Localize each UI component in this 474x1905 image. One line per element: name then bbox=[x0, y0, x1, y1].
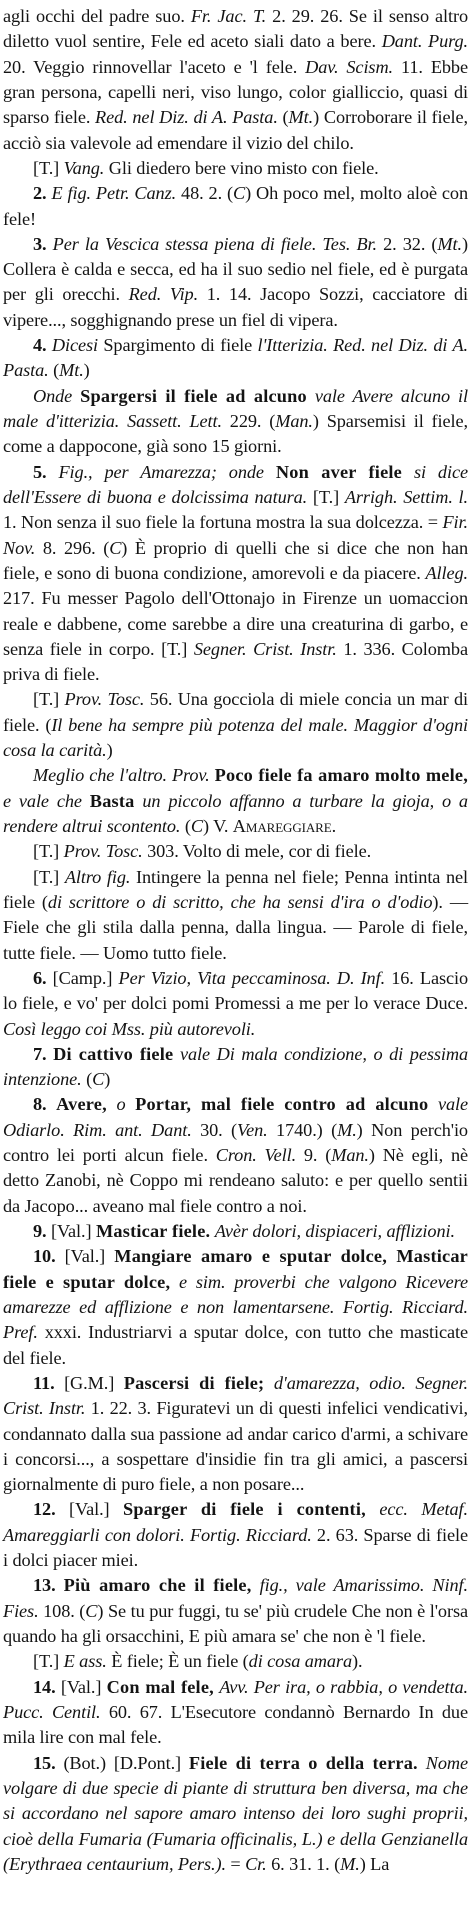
entry-text: (Bot.) [D.Pont.] bbox=[63, 1752, 189, 1773]
entry-text: 229. ( bbox=[221, 411, 276, 431]
citation-or-gloss-text: Ven. bbox=[237, 1119, 268, 1140]
citation-or-gloss-text: Cr. bbox=[245, 1853, 267, 1874]
citation-or-gloss-text: Red. Vip. bbox=[128, 284, 199, 305]
entry-paragraph bbox=[3, 966, 468, 1042]
citation-or-gloss-text: Fir. Nov. bbox=[3, 512, 468, 558]
headword-phrase: Basta bbox=[89, 790, 135, 811]
entry-text: [Camp.] bbox=[52, 967, 119, 988]
entry-text: [Val.] bbox=[69, 1499, 124, 1520]
entry-text: = bbox=[225, 1853, 246, 1874]
headword-phrase: Fiele di terra o della terra. bbox=[188, 1752, 418, 1773]
entry-text bbox=[402, 462, 414, 482]
cross-reference: Amareggiare bbox=[232, 816, 332, 836]
entry-paragraph bbox=[3, 865, 468, 966]
entry-text: 303. Volto di mele, cor di fiele. bbox=[142, 841, 372, 862]
entry-text: ) Nè egli, nè detto Zanobi, nè Coppo mi rendeano saluto: e per quello sentii da Jacopo... aveano mal fiele contro a noi. bbox=[3, 1145, 468, 1216]
citation-or-gloss-text: M. bbox=[337, 1119, 357, 1140]
entry-text: [Val.] bbox=[50, 1221, 96, 1241]
citation-or-gloss-text: Meglio che l'altro. Prov. bbox=[33, 765, 210, 786]
entry-text: 6. 31. 1. ( bbox=[266, 1853, 341, 1874]
entry-text bbox=[264, 462, 276, 482]
sense-number: 8. bbox=[33, 1094, 57, 1115]
entry-text: ) La bbox=[359, 1853, 390, 1874]
citation-or-gloss-text: vale Odiarlo. Rim. ant. Dant. bbox=[3, 1094, 468, 1140]
citation-or-gloss-text: Altro fig. bbox=[64, 866, 131, 887]
entry-text: ( bbox=[48, 360, 60, 381]
citation-or-gloss-text: Segner. Crist. Instr. bbox=[193, 638, 337, 659]
entry-paragraph bbox=[3, 156, 468, 181]
citation-or-gloss-text: Alleg. bbox=[425, 562, 468, 583]
citation-or-gloss-text: Red. nel Diz. di A. Pasta. bbox=[95, 107, 278, 128]
citation-or-gloss-text: Prov. Tosc. bbox=[63, 841, 143, 862]
entry-text: [T.] bbox=[33, 157, 64, 178]
entry-text: ) Non perch'io contro lei porti alcun fiele. bbox=[3, 1119, 468, 1166]
entry-text: Intingere la penna nel fiele; Penna intinta nel fiele ( bbox=[3, 866, 468, 912]
entry-paragraph bbox=[3, 1573, 468, 1649]
headword-phrase: Portar, mal fiele contro ad alcuno bbox=[135, 1094, 429, 1115]
entry-text bbox=[428, 1094, 438, 1114]
entry-text bbox=[173, 1044, 180, 1064]
entry-text: [T.] bbox=[307, 486, 345, 507]
citation-or-gloss-text: C bbox=[92, 1069, 105, 1090]
entry-text bbox=[82, 791, 90, 811]
citation-or-gloss-text: e vale che bbox=[3, 790, 82, 811]
citation-or-gloss-text: Dav. Scism. bbox=[305, 56, 394, 77]
entry-text: ) Oh poco mel, molto aloè con fele! bbox=[3, 183, 469, 229]
citation-or-gloss-text: Dant. Purg. bbox=[381, 31, 469, 52]
entry-text bbox=[126, 1094, 136, 1114]
entry-text: 9. ( bbox=[296, 1145, 332, 1166]
entry-text: ( bbox=[277, 107, 289, 128]
entry-text: ) Se tu pur fuggi, tu se' più crudele Che non è l'orsa quando ha gli orsacchini, E più amara se' che non è 'l fiele. bbox=[3, 1600, 468, 1646]
entry-text bbox=[366, 1499, 379, 1519]
entry-paragraph bbox=[3, 1649, 468, 1674]
entry-paragraph bbox=[3, 4, 468, 156]
entry-text: [T.] bbox=[33, 689, 65, 710]
entry-paragraph bbox=[3, 763, 468, 839]
entry-text: ) È proprio di quelli che si dice che non han fiele, e sono di buona condizione, amorevoli e da piacere. bbox=[3, 537, 468, 583]
headword-phrase: Di cattivo fiele bbox=[53, 1043, 174, 1064]
citation-or-gloss-text: C bbox=[85, 1600, 98, 1621]
entry-text: 11. Ebbe gran persona, capelli neri, viso lungo, color gialliccio, quasi di sparso fiele. bbox=[3, 56, 468, 128]
entry-text: [T.] bbox=[33, 1651, 64, 1672]
citation-or-gloss-text: M. bbox=[340, 1853, 360, 1874]
entry-paragraph bbox=[3, 1219, 468, 1244]
citation-or-gloss-text: Arrigh. Settim. l. bbox=[344, 486, 469, 507]
citation-or-gloss-text: Fr. Jac. T. bbox=[190, 6, 267, 26]
headword-phrase: Con mal fele, bbox=[106, 1676, 214, 1697]
headword-phrase: Pascersi di fiele; bbox=[123, 1372, 265, 1393]
entry-text: 1. 22. 3. Figuratevi un di questi infelici vendicativi, condannato dalla sua passione ad andar carico d'armi, a schivare i concorsi..., a sospettare d'insidie fin tra gli amici, a pascersi giornalmente di puro fiele, a non posare... bbox=[3, 1398, 468, 1495]
citation-or-gloss-text: ecc. Metaf. Amareggiarli con dolori. Fortig. Ricciard. bbox=[3, 1499, 468, 1545]
citation-or-gloss-text: Per Vizio, Vita peccaminosa. D. Inf. bbox=[118, 967, 386, 988]
citation-or-gloss-text: di scrittore o di scritto, che ha sensi d'ira o d'odio bbox=[47, 891, 433, 912]
entry-text: 1. Non senza il suo fiele la fortuna mostra la sua dolcezza. = bbox=[3, 512, 443, 533]
citation-or-gloss-text: Avv. Per ira, o rabbia, o vendetta. Pucc. Centil. bbox=[3, 1676, 468, 1722]
citation-or-gloss-text: C bbox=[190, 816, 203, 836]
headword-phrase: Non aver fiele bbox=[275, 461, 402, 482]
sense-number: 2. bbox=[33, 183, 52, 204]
entry-text: 56. Una gocciola di miele concia un mar di fiele. ( bbox=[3, 689, 469, 735]
entry-paragraph bbox=[3, 1092, 468, 1219]
entry-text: agli occhi del padre suo. bbox=[3, 6, 191, 26]
entry-paragraph bbox=[3, 181, 468, 232]
entry-text: 108. ( bbox=[38, 1600, 86, 1621]
entry-text: Spargimento di fiele bbox=[98, 335, 258, 356]
entry-text: 20. Veggio rinnovellar l'aceto e 'l fele. bbox=[3, 56, 306, 77]
sense-number: 3. bbox=[33, 233, 53, 254]
citation-or-gloss-text: Vang. bbox=[63, 157, 105, 178]
citation-or-gloss-text: si dice dell'Essere di buona e dolcissima natura. bbox=[3, 461, 468, 507]
sense-number: 15. bbox=[33, 1752, 64, 1773]
entry-text: [T.] bbox=[33, 866, 65, 887]
citation-or-gloss-text: Onde bbox=[33, 385, 73, 406]
entry-paragraph bbox=[3, 1244, 468, 1371]
citation-or-gloss-text: Man. bbox=[331, 1145, 369, 1166]
citation-or-gloss-text: fig., vale Amarissimo. Ninf. Fies. bbox=[3, 1575, 468, 1621]
dictionary-entry-column bbox=[3, 4, 468, 1877]
citation-or-gloss-text: Cron. Vell. bbox=[215, 1145, 297, 1166]
citation-or-gloss-text: Dicesi bbox=[51, 335, 98, 356]
citation-or-gloss-text: Per la Vescica stessa piena di fiele. Tes. Br. bbox=[52, 233, 377, 254]
citation-or-gloss-text: e sim. proverbi che valgono Ricevere amarezze ed afflizione e non lamentarsene. Fortig. Ricciard. Pref. bbox=[3, 1271, 468, 1343]
entry-text bbox=[252, 1575, 260, 1595]
entry-text: 1. 14. Jacopo Sozzi, cacciatore di vipere..., sogghignando prese un fiel di vipera. bbox=[3, 284, 468, 330]
citation-or-gloss-text: di cosa amara bbox=[248, 1651, 352, 1672]
citation-or-gloss-text: Avèr dolori, dispiaceri, afflizioni. bbox=[214, 1221, 455, 1241]
citation-or-gloss-text: d'amarezza, odio. Segner. Crist. Instr. bbox=[3, 1372, 468, 1419]
citation-or-gloss-text: Prov. Tosc. bbox=[64, 689, 145, 710]
entry-text: ( bbox=[180, 816, 191, 836]
citation-or-gloss-text: Nome volgare di due specie di piante di struttura ben diversa, ma che si accordano nel sapore amaro intenso dei loro sughi proprii, cioè della Fumaria (Fumaria officinalis, L.) e della Genzianella (Erythraea centaurium, Pers.). bbox=[3, 1752, 468, 1874]
entry-paragraph bbox=[3, 687, 468, 763]
citation-or-gloss-text: C bbox=[109, 537, 122, 558]
entry-text: 1. 336. Colomba priva di fiele. bbox=[3, 638, 468, 685]
citation-or-gloss-text: Il bene ha sempre più potenza del male. Maggior d'ogni cosa la carità. bbox=[3, 714, 468, 761]
entry-text: 217. Fu messer Pagolo dell'Ottonajo in Firenze un uomaccion reale e dabbene, come sarebbe a dire una creaturina di garbo, e senza fiele in corpo. [T.] bbox=[3, 588, 468, 659]
entry-text bbox=[264, 1373, 274, 1393]
entry-text: ) Sparsemisi il fiele, come a dappocone, già sono 15 giorni. bbox=[3, 411, 468, 457]
citation-or-gloss-text: Mt. bbox=[288, 107, 314, 128]
sense-number: 7. bbox=[33, 1043, 54, 1064]
entry-paragraph bbox=[3, 460, 468, 688]
entry-text: Gli diedero bere vino misto con fiele. bbox=[104, 157, 379, 178]
entry-text: ) Corroborare il fiele, acciò sia valevole ad emendare il vizio del chilo. bbox=[3, 107, 468, 153]
sense-number: 12. bbox=[33, 1499, 70, 1520]
entry-text bbox=[72, 386, 80, 406]
entry-text: 8. 296. ( bbox=[35, 537, 110, 558]
entry-paragraph bbox=[3, 1751, 468, 1878]
entry-text: [Val.] bbox=[60, 1676, 107, 1697]
entry-text: [G.M.] bbox=[64, 1372, 124, 1393]
entry-text: 30. ( bbox=[191, 1119, 238, 1140]
entry-text: ). bbox=[351, 1651, 363, 1672]
entry-text: 1740.) ( bbox=[267, 1119, 338, 1140]
entry-text: ) bbox=[106, 740, 113, 761]
entry-text: ) V. bbox=[202, 816, 233, 836]
citation-or-gloss-text: vale Di mala condizione, o di pessima intenzione. bbox=[3, 1043, 468, 1090]
headword-phrase: Più amaro che il fiele, bbox=[63, 1575, 252, 1596]
entry-text: 2. 32. ( bbox=[376, 233, 438, 254]
entry-paragraph bbox=[3, 333, 468, 384]
sense-number: 10. bbox=[33, 1246, 65, 1267]
citation-or-gloss-text: Mt. bbox=[437, 233, 462, 254]
citation-or-gloss-text: E ass. bbox=[63, 1651, 107, 1672]
entry-paragraph bbox=[3, 839, 468, 864]
entry-text: [Val.] bbox=[64, 1246, 115, 1267]
sense-number: 13. bbox=[33, 1575, 64, 1596]
headword-phrase: Sparger di fiele i contenti, bbox=[123, 1499, 366, 1520]
sense-number: 14. bbox=[33, 1676, 61, 1697]
sense-number: 9. bbox=[33, 1221, 51, 1241]
entry-text: ) bbox=[104, 1069, 111, 1090]
entry-text: ( bbox=[81, 1069, 93, 1090]
entry-text: È fiele; È un fiele ( bbox=[106, 1651, 249, 1672]
headword-phrase: Mangiare amaro e sputar dolce, Masticar fiele e sputar dolce, bbox=[3, 1246, 468, 1292]
entry-paragraph bbox=[3, 1371, 468, 1498]
entry-paragraph bbox=[3, 1497, 468, 1573]
citation-or-gloss-text: C bbox=[233, 183, 246, 204]
entry-text: 16. Lascio lo fiele, e vo' per dolci pomi Promessi a me per lo verace Duce. bbox=[3, 967, 469, 1014]
entry-text: 2. 63. Sparse di fiele i dolci piacer miei. bbox=[3, 1524, 468, 1571]
entry-text: . bbox=[331, 816, 337, 836]
citation-or-gloss-text: un piccolo affanno a turbare la gioja, o a rendere altrui scontento. bbox=[3, 790, 468, 836]
citation-or-gloss-text: Mt. bbox=[59, 360, 84, 381]
citation-or-gloss-text: E fig. Petr. Canz. bbox=[51, 183, 177, 204]
entry-text bbox=[418, 1753, 426, 1773]
headword-phrase: Spargersi il fiele ad alcuno bbox=[80, 385, 307, 406]
entry-text bbox=[170, 1272, 179, 1292]
headword-phrase: Poco fiele fa amaro molto mele, bbox=[214, 765, 468, 786]
headword-phrase: Avere, bbox=[56, 1094, 107, 1115]
citation-or-gloss-text: vale Avere alcuno il male d'itterizia. Sassett. Lett. bbox=[3, 385, 468, 431]
sense-number: 5. bbox=[33, 461, 59, 482]
citation-or-gloss-text: Man. bbox=[275, 411, 313, 431]
citation-or-gloss-text: l'Itterizia. Red. nel Diz. di A. Pasta. bbox=[3, 335, 468, 381]
citation-or-gloss-text: o bbox=[116, 1094, 126, 1115]
entry-text: ) Collera è calda e secca, ed ha il suo sedio nel fiele, ed è purgata per gli orecchi. bbox=[3, 233, 468, 305]
entry-paragraph bbox=[3, 1042, 468, 1093]
entry-text: [T.] bbox=[33, 841, 64, 862]
entry-text: 48. 2. ( bbox=[176, 183, 234, 204]
sense-number: 11. bbox=[33, 1372, 65, 1393]
entry-text bbox=[307, 386, 315, 406]
entry-paragraph bbox=[3, 1675, 468, 1751]
citation-or-gloss-text: Fig., per Amarezza; onde bbox=[58, 461, 264, 482]
entry-paragraph bbox=[3, 232, 468, 333]
entry-paragraph bbox=[3, 384, 468, 460]
headword-phrase: Masticar fiele. bbox=[95, 1221, 211, 1241]
entry-text: ) bbox=[83, 360, 90, 381]
sense-number: 6. bbox=[33, 967, 53, 988]
entry-text: ). — Fiele che gli stila dalla penna, dalla lingua. — Parole di fiele, tutte fiele. — Uomo tutto fiele. bbox=[3, 891, 469, 963]
sense-number: 4. bbox=[33, 335, 52, 356]
entry-text: 2. 29. 26. Se il senso altro diletto vuol sentire, Fele ed aceto siali dato a bere. bbox=[3, 6, 469, 52]
citation-or-gloss-text: Così leggo coi Mss. più autorevoli. bbox=[3, 1018, 256, 1039]
entry-text: xxxi. Industriarvi a sputar dolce, con tutto che masticate del fiele. bbox=[3, 1322, 468, 1368]
entry-text: 60. 67. L'Esecutore condannò Bernardo In due mila lire con mal fele. bbox=[3, 1701, 468, 1748]
